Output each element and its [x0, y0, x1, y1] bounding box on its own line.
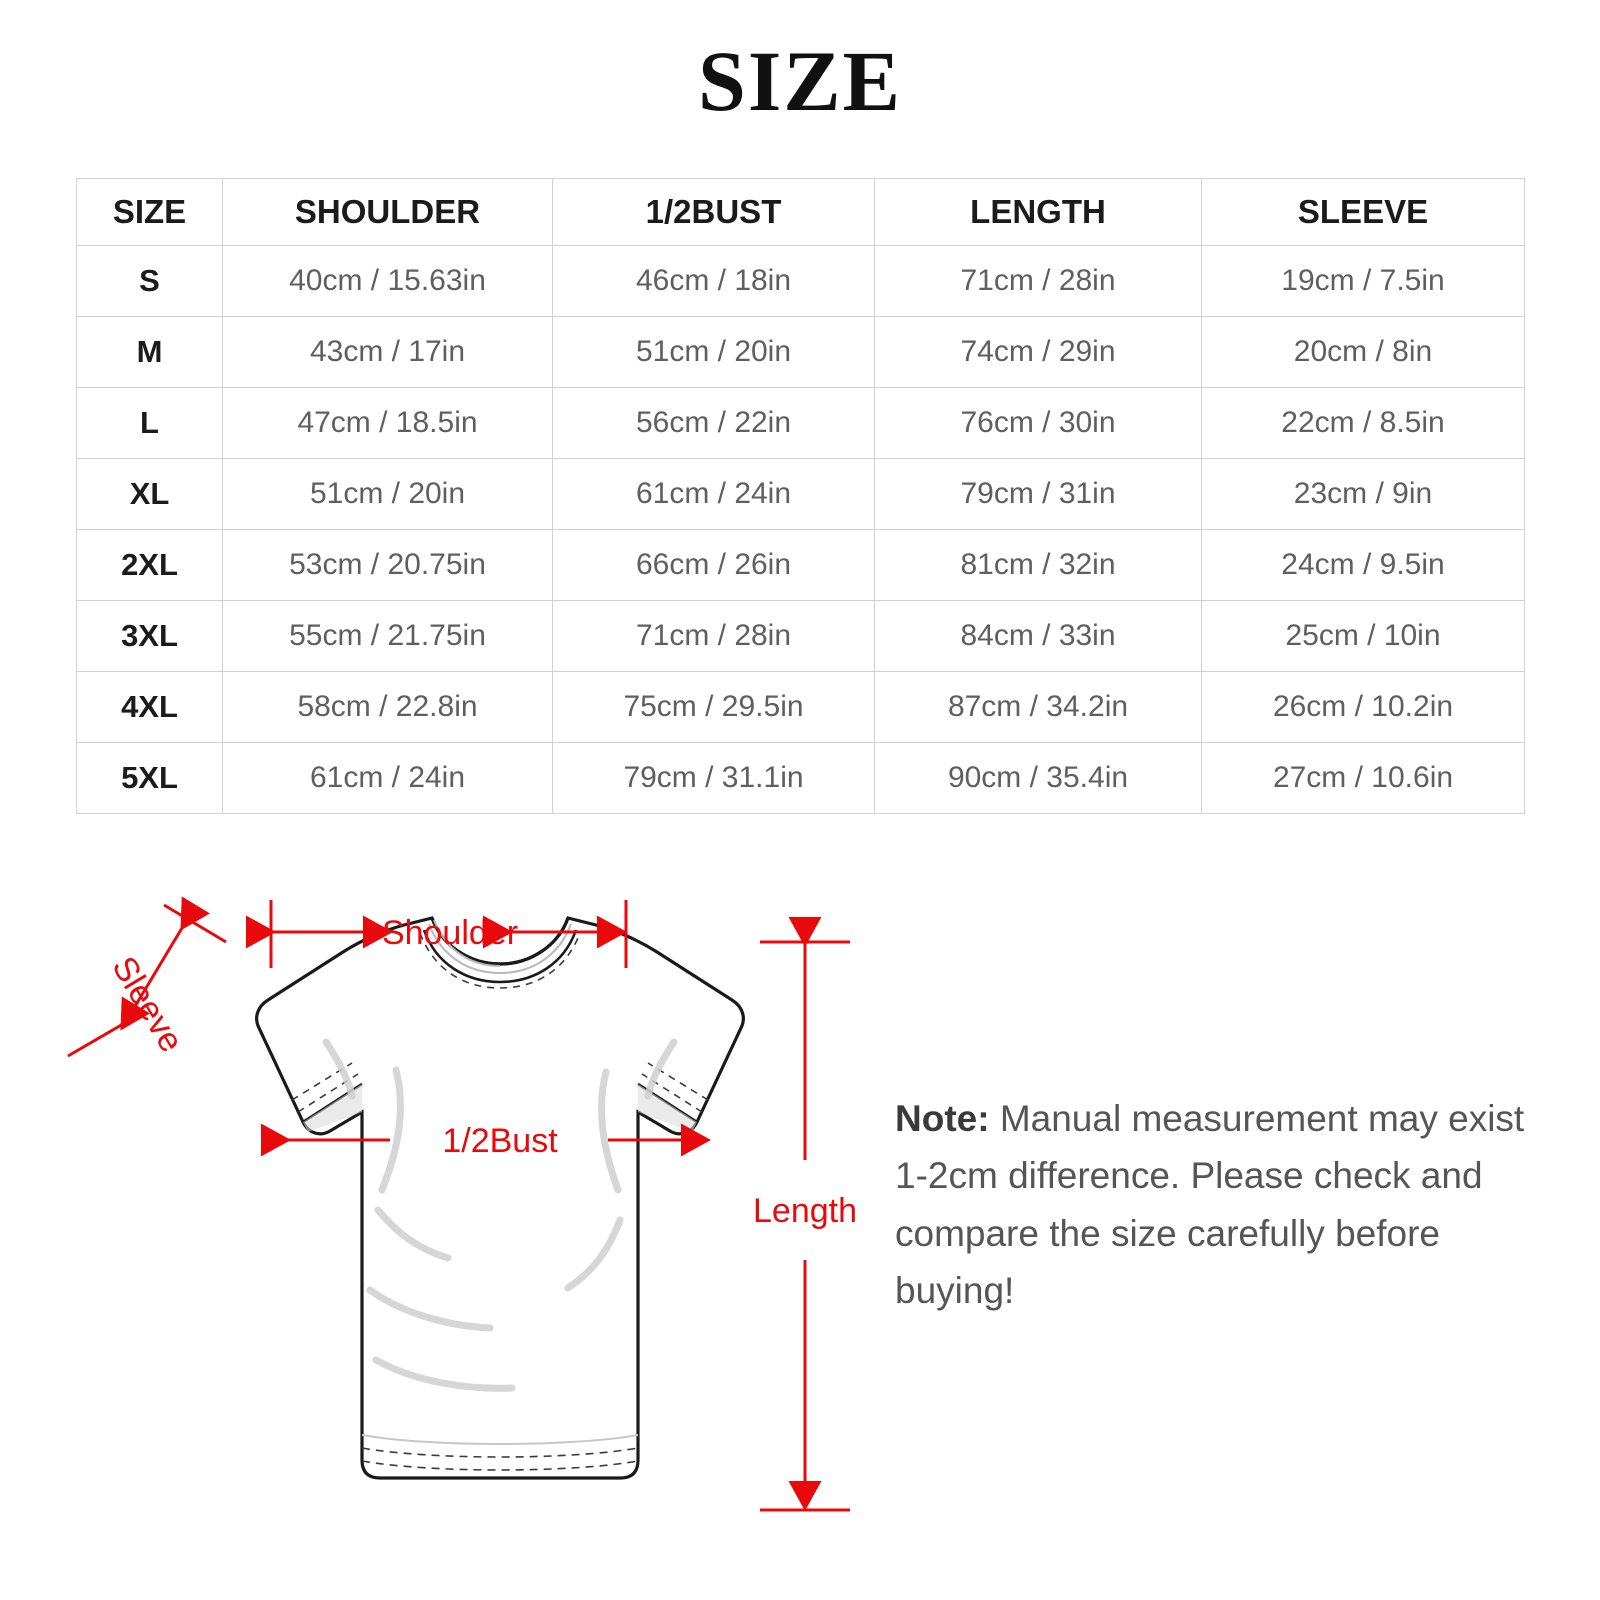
cell-size: XL [77, 459, 223, 530]
table-row [77, 601, 1525, 672]
cell-sleeve: 24cm / 9.5in [1202, 530, 1525, 601]
cell-bust: 66cm / 26in [553, 530, 875, 601]
cell-sleeve: 22cm / 8.5in [1202, 388, 1525, 459]
size-chart-table [76, 178, 1525, 814]
cell-length: 71cm / 28in [875, 246, 1202, 317]
table-row [77, 459, 1525, 530]
cell-size: L [77, 388, 223, 459]
cell-shoulder: 40cm / 15.63in [223, 246, 553, 317]
shoulder-label: Shoulder [381, 914, 519, 952]
page-title: SIZE [697, 33, 903, 129]
cell-length: 81cm / 32in [875, 530, 1202, 601]
cell-sleeve: 19cm / 7.5in [1202, 246, 1525, 317]
length-label: Length [753, 1192, 857, 1230]
cell-sleeve: 27cm / 10.6in [1202, 743, 1525, 814]
sleeve-label: Sleeve [104, 949, 191, 1059]
cell-shoulder: 55cm / 21.75in [223, 601, 553, 672]
cell-length: 87cm / 34.2in [875, 672, 1202, 743]
cell-shoulder: 51cm / 20in [223, 459, 553, 530]
cell-length: 90cm / 35.4in [875, 743, 1202, 814]
cell-size: 3XL [77, 601, 223, 672]
measurement-note [895, 1090, 1555, 1319]
table-row [77, 743, 1525, 814]
cell-sleeve: 23cm / 9in [1202, 459, 1525, 530]
cell-shoulder: 58cm / 22.8in [223, 672, 553, 743]
cell-bust: 61cm / 24in [553, 459, 875, 530]
table-row [77, 388, 1525, 459]
cell-bust: 51cm / 20in [553, 317, 875, 388]
cell-size: 2XL [77, 530, 223, 601]
tshirt-illustration [257, 918, 744, 1478]
column-header-sleeve: SLEEVE [1202, 179, 1525, 246]
cell-size: 4XL [77, 672, 223, 743]
tshirt-measurement-diagram [60, 860, 900, 1560]
column-header-length: LENGTH [875, 179, 1202, 246]
cell-bust: 71cm / 28in [553, 601, 875, 672]
table-row [77, 672, 1525, 743]
cell-sleeve: 26cm / 10.2in [1202, 672, 1525, 743]
cell-bust: 56cm / 22in [553, 388, 875, 459]
table-row [77, 530, 1525, 601]
cell-shoulder: 47cm / 18.5in [223, 388, 553, 459]
column-header-bust: 1/2BUST [553, 179, 875, 246]
column-header-size: SIZE [77, 179, 223, 246]
cell-length: 79cm / 31in [875, 459, 1202, 530]
bust-label: 1/2Bust [442, 1122, 558, 1160]
cell-shoulder: 61cm / 24in [223, 743, 553, 814]
cell-length: 74cm / 29in [875, 317, 1202, 388]
column-header-shoulder: SHOULDER [223, 179, 553, 246]
table-row [77, 317, 1525, 388]
cell-bust: 46cm / 18in [553, 246, 875, 317]
table-row [77, 246, 1525, 317]
cell-size: S [77, 246, 223, 317]
cell-length: 84cm / 33in [875, 601, 1202, 672]
cell-bust: 75cm / 29.5in [553, 672, 875, 743]
cell-bust: 79cm / 31.1in [553, 743, 875, 814]
table-header-row [77, 179, 1525, 246]
cell-shoulder: 43cm / 17in [223, 317, 553, 388]
cell-size: M [77, 317, 223, 388]
note-label: Note: [895, 1098, 990, 1139]
cell-size: 5XL [77, 743, 223, 814]
note-text: Manual measurement may exist 1-2cm difference. Please check and compare the size carefully before buying! [895, 1098, 1525, 1312]
cell-length: 76cm / 30in [875, 388, 1202, 459]
cell-sleeve: 20cm / 8in [1202, 317, 1525, 388]
cell-sleeve: 25cm / 10in [1202, 601, 1525, 672]
cell-shoulder: 53cm / 20.75in [223, 530, 553, 601]
